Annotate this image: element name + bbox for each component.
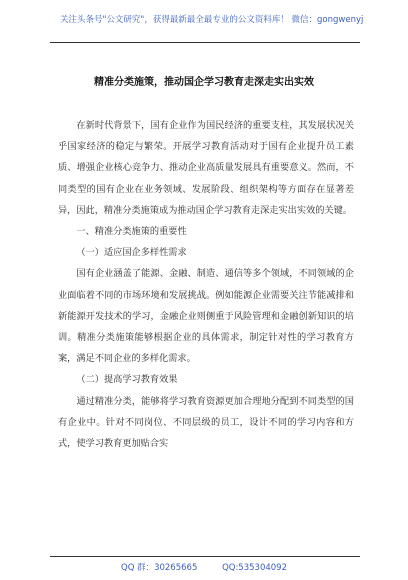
page-header-text: 关注头条号"公文研究"，获得最新最全最专业的公文资料库！ 微信：gongwenyj: [60, 15, 364, 25]
subsection-heading: （二）提高学习教育效果: [76, 374, 178, 386]
body-paragraph: 国有企业涵盖了能源、金融、制造、通信等多个领域，不同领域的企业面临着不同的市场环境和发展挑战。例如能源企业需要关注节能减排和新能源开发技术的学习，金融企业则侧重于风险管理和金融创新知识的培训。精准分类施策能够根据企业的具体需求，制定针对性的学习教育方案，满足不同企业的多样化需求。: [58, 268, 354, 365]
document-title: 精准分类施策，推动国企学习教育走深走实出实效: [94, 77, 314, 88]
footer-qq-group: QQ 群：30265665: [121, 563, 198, 573]
document-body: [58, 115, 354, 454]
footer-divider: [50, 556, 360, 557]
subsection-heading: （一）适应国企多样性需求: [76, 247, 187, 259]
intro-paragraph: 在新时代背景下，国有企业作为国民经济的重要支柱，其发展状况关乎国家经济的稳定与繁荣。开展学习教育活动对于国有企业提升员工素质、增强企业核心竞争力、推动企业高质量发展具有重要意义。然而，不同类型的国有企业在业务领域、发展阶段、组织架构等方面存在显著差异，因此，精准分类施策成为推动国企学习教育走深走实出实效的关键。: [58, 120, 354, 216]
section-heading: 一、精准分类施策的重要性: [76, 226, 187, 238]
page-footer: [0, 561, 408, 573]
header-divider: [50, 42, 360, 43]
body-paragraph: 通过精准分类，能够将学习教育资源更加合理地分配到不同类型的国有企业中。针对不同岗位、不同层级的员工，设计不同的学习内容和方式，使学习教育更加贴合实: [58, 395, 354, 450]
footer-qq: QQ:535304092: [222, 563, 287, 573]
